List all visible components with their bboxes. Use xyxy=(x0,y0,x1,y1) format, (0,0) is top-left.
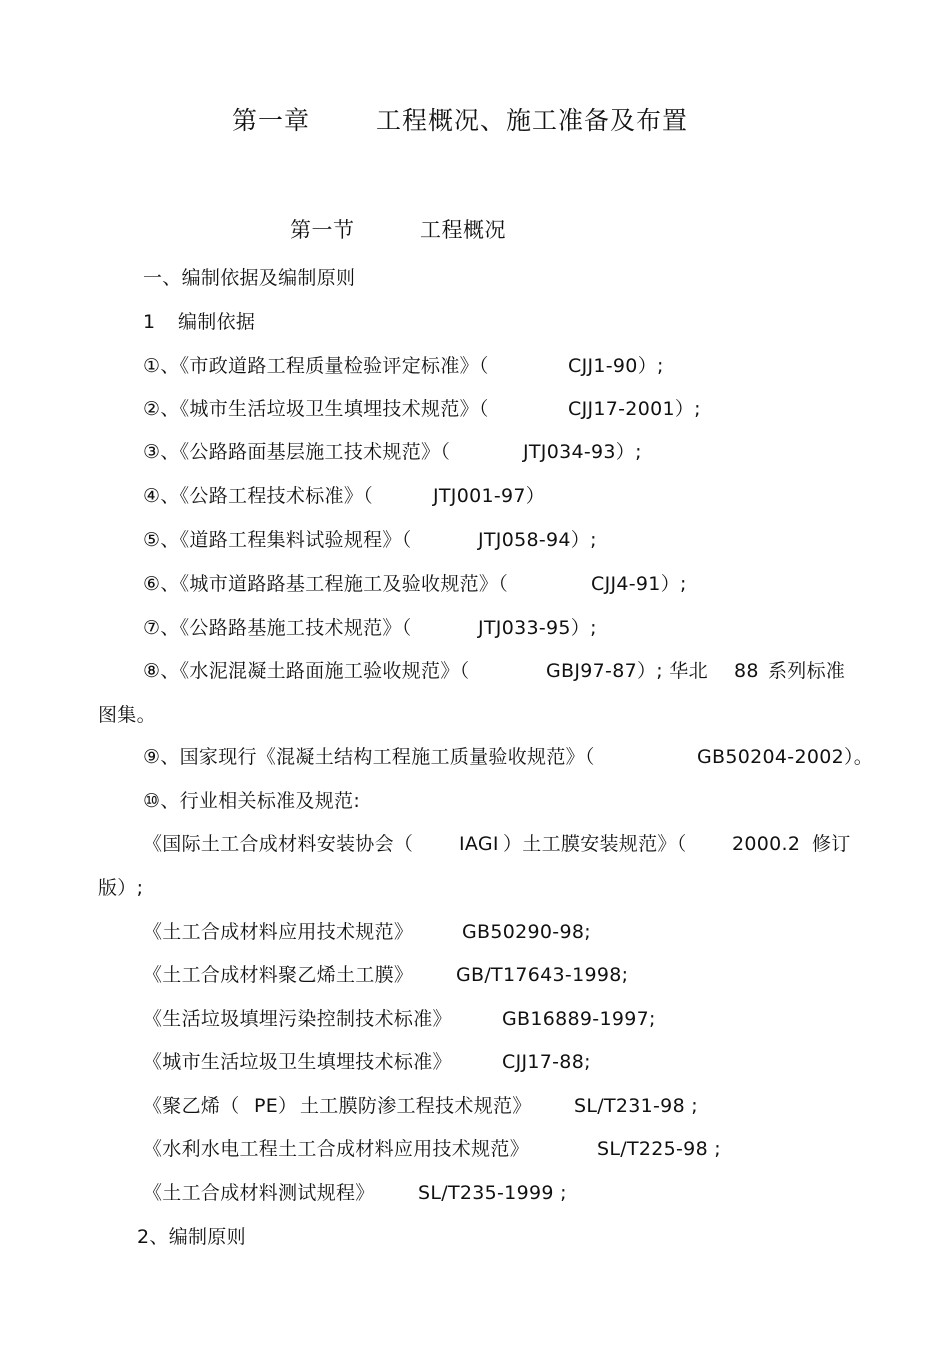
standard-item xyxy=(0,963,950,987)
standard-continuation: 版）; xyxy=(98,877,144,899)
standard-item xyxy=(0,1050,950,1074)
chapter-number: 第一章 xyxy=(232,106,311,135)
reference-item xyxy=(0,354,950,378)
reference-title: ⑨、国家现行《混凝土结构工程施工质量验收规范》（ xyxy=(143,746,595,768)
reference-title: ①、《市政道路工程质量检验评定标准》（ xyxy=(143,355,489,377)
standard-code: CJJ17-88; xyxy=(502,1051,591,1073)
standard-title: 《生活垃圾填埋污染控制技术标准》 xyxy=(143,1008,452,1030)
standard-title: 《土工合成材料聚乙烯土工膜》 xyxy=(143,964,414,986)
reference-title: ②、《城市生活垃圾卫生填埋技术规范》（ xyxy=(143,398,489,420)
chapter-heading xyxy=(0,106,950,138)
section-heading xyxy=(0,217,950,245)
standard-item xyxy=(0,1181,950,1205)
standard-title: 《聚乙烯（ xyxy=(143,1095,240,1117)
reference-code: JTJ033-95）; xyxy=(478,617,597,639)
standard-item xyxy=(0,1007,950,1031)
reference-item xyxy=(0,616,950,640)
standard-code: GB/T17643-1998; xyxy=(456,964,629,986)
reference-title: ⑥、《城市道路路基工程施工及验收规范》（ xyxy=(143,573,509,595)
standard-mid: ）土工膜安装规范》（ xyxy=(503,833,687,855)
standard-code: GB16889-1997; xyxy=(502,1008,656,1030)
reference-item xyxy=(0,484,950,508)
reference-code: JTJ058-94）; xyxy=(478,529,597,551)
heading-basis-principles: 一、编制依据及编制原则 xyxy=(143,267,356,289)
standard-version: 2000.2 xyxy=(732,833,801,855)
reference-code: JTJ001-97） xyxy=(433,485,546,507)
reference-code: CJJ4-91）; xyxy=(591,573,687,595)
standard-abbr: IAGI xyxy=(459,833,499,855)
standard-item xyxy=(0,1137,950,1161)
standard-item xyxy=(0,920,950,944)
standard-title: 《土工合成材料应用技术规范》 xyxy=(143,921,414,943)
reference-code: CJJ1-90）; xyxy=(568,355,664,377)
reference-item: ⑩、行业相关标准及规范: xyxy=(143,790,361,812)
reference-title: ⑤、《道路工程集料试验规程》（ xyxy=(143,529,412,551)
standard-title: 《国际土工合成材料安装协会（ xyxy=(143,833,414,855)
subheading-basis xyxy=(0,310,950,334)
standard-title: 《土工合成材料测试规程》 xyxy=(143,1182,375,1204)
standard-abbr: PE） xyxy=(254,1095,298,1117)
reference-tail: 系列标准 xyxy=(768,660,846,682)
chapter-title: 工程概况、施工准备及布置 xyxy=(376,106,689,135)
reference-series: 88 xyxy=(734,660,759,682)
reference-item xyxy=(0,572,950,596)
subheading-number: 1 xyxy=(143,311,156,333)
standard-item xyxy=(0,1094,950,1118)
reference-title: ⑧、《水泥混凝土路面施工验收规范》（ xyxy=(143,660,470,682)
reference-item xyxy=(0,397,950,421)
subheading-principles: 2、编制原则 xyxy=(137,1226,246,1248)
standard-title: 《水利水电工程土工合成材料应用技术规范》 xyxy=(143,1138,530,1160)
standard-code: SL/T231-98 ; xyxy=(574,1095,698,1117)
section-title: 工程概况 xyxy=(420,218,506,242)
reference-code: GBJ97-87）; 华北 xyxy=(546,660,708,682)
standard-tail: 修订 xyxy=(812,833,851,855)
standard-item xyxy=(0,832,950,856)
section-number: 第一节 xyxy=(290,218,355,242)
reference-item xyxy=(0,745,950,769)
reference-code: CJJ17-2001）; xyxy=(568,398,701,420)
subheading-label: 编制依据 xyxy=(178,311,256,333)
reference-title: ④、《公路工程技术标准》（ xyxy=(143,485,373,507)
reference-title: ⑦、《公路路基施工技术规范》（ xyxy=(143,617,412,639)
reference-title: ③、《公路路面基层施工技术规范》（ xyxy=(143,441,451,463)
reference-item xyxy=(0,528,950,552)
reference-continuation: 图集。 xyxy=(98,704,156,726)
reference-code: JTJ034-93）; xyxy=(523,441,642,463)
reference-item xyxy=(0,440,950,464)
standard-mid: 土工膜防渗工程技术规范》 xyxy=(300,1095,532,1117)
reference-item xyxy=(0,659,950,683)
standard-title: 《城市生活垃圾卫生填埋技术标准》 xyxy=(143,1051,452,1073)
standard-code: SL/T225-98 ; xyxy=(597,1138,721,1160)
standard-code: GB50290-98; xyxy=(462,921,591,943)
reference-code: GB50204-2002）。 xyxy=(697,746,874,768)
standard-code: SL/T235-1999 ; xyxy=(418,1182,567,1204)
